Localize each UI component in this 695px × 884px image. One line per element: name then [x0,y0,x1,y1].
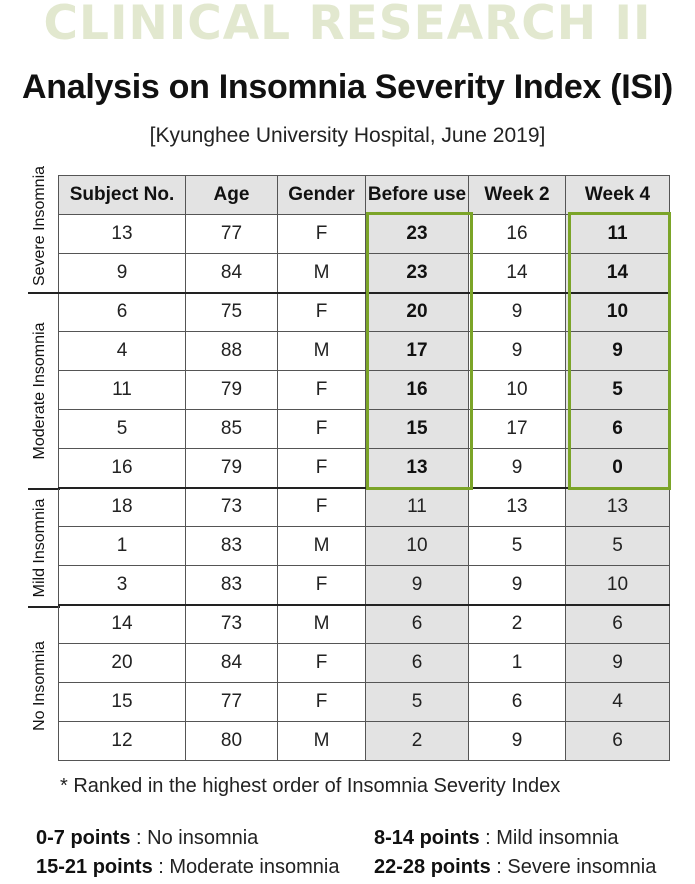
cell-gender: F [278,566,366,605]
cell-gender: M [278,254,366,293]
page-subtitle: [Kyunghee University Hospital, June 2019] [149,124,546,147]
cell-age: 73 [186,488,278,527]
cell-subject-no: 1 [59,527,186,566]
banner-heading: CLINICAL RESEARCH II [43,0,652,51]
cell-age: 77 [186,683,278,722]
cell-age: 80 [186,722,278,761]
group-divider [28,488,60,490]
cell-age: 88 [186,332,278,371]
cell-subject-no: 12 [59,722,186,761]
cell-age: 73 [186,605,278,644]
header-subject-no: Subject No. [59,176,186,215]
header-gender: Gender [278,176,366,215]
cell-gender: M [278,605,366,644]
legend-range: 15-21 points [36,856,153,878]
cell-week-2: 9 [469,566,566,605]
cell-week-2: 13 [469,488,566,527]
cell-gender: F [278,410,366,449]
table-row [59,293,670,332]
table-row [59,332,670,371]
cell-subject-no: 4 [59,332,186,371]
cell-gender: F [278,371,366,410]
cell-before-use: 13 [366,449,469,488]
cell-week-4: 10 [566,566,670,605]
cell-week-2: 2 [469,605,566,644]
legend-range: 22-28 points [374,856,491,878]
cell-gender: F [278,215,366,254]
category-moderate [20,294,60,488]
cell-week-4: 14 [566,254,670,293]
cell-age: 84 [186,644,278,683]
cell-subject-no: 6 [59,293,186,332]
legend-item-mild [374,827,619,850]
cell-gender: M [278,722,366,761]
cell-age: 79 [186,371,278,410]
legend-range: 0-7 points [36,827,131,849]
cell-subject-no: 18 [59,488,186,527]
legend-desc: No insomnia [147,827,259,849]
legend-sep: : [479,827,497,849]
cell-before-use: 23 [366,254,469,293]
cell-week-2: 9 [469,293,566,332]
cell-before-use: 20 [366,293,469,332]
legend-desc: Severe insomnia [507,856,657,878]
cell-subject-no: 15 [59,683,186,722]
cell-before-use: 10 [366,527,469,566]
cell-week-2: 5 [469,527,566,566]
cell-gender: M [278,527,366,566]
cell-age: 77 [186,215,278,254]
table-row [59,644,670,683]
legend-sep: : [490,856,508,878]
header-age: Age [186,176,278,215]
cell-week-4: 9 [566,332,670,371]
cell-before-use: 9 [366,566,469,605]
cell-gender: M [278,332,366,371]
cell-age: 83 [186,527,278,566]
cell-age: 85 [186,410,278,449]
legend-sep: : [130,827,148,849]
cell-subject-no: 20 [59,644,186,683]
cell-age: 83 [186,566,278,605]
cell-week-2: 9 [469,332,566,371]
legend-sep: : [152,856,170,878]
cell-age: 79 [186,449,278,488]
group-divider [28,606,60,608]
cell-gender: F [278,644,366,683]
cell-week-4: 11 [566,215,670,254]
table-row [59,527,670,566]
cell-week-4: 6 [566,722,670,761]
cell-before-use: 6 [366,605,469,644]
table-row [59,371,670,410]
cell-gender: F [278,449,366,488]
header-week-2: Week 2 [469,176,566,215]
legend-item-no [36,827,258,850]
cell-gender: F [278,683,366,722]
category-label: Severe Insomnia [31,165,48,287]
cell-week-2: 17 [469,410,566,449]
category-mild [20,490,60,606]
category-none [20,608,60,764]
table-row [59,722,670,761]
group-divider [28,292,60,294]
cell-subject-no: 13 [59,215,186,254]
cell-week-2: 10 [469,371,566,410]
cell-before-use: 6 [366,644,469,683]
cell-subject-no: 14 [59,605,186,644]
cell-week-4: 5 [566,371,670,410]
table-row [59,215,670,254]
legend-desc: Moderate insomnia [169,856,340,878]
cell-week-2: 9 [469,449,566,488]
cell-before-use: 17 [366,332,469,371]
cell-age: 84 [186,254,278,293]
category-label: Moderate Insomnia [31,322,48,460]
cell-subject-no: 5 [59,410,186,449]
cell-week-2: 14 [469,254,566,293]
ranking-note: * Ranked in the highest order of Insomnia Severity Index [60,775,561,797]
category-severe [20,160,60,292]
cell-subject-no: 9 [59,254,186,293]
legend-range: 8-14 points [374,827,480,849]
cell-week-2: 6 [469,683,566,722]
cell-week-2: 1 [469,644,566,683]
table-row [59,566,670,605]
table-body [59,215,670,761]
legend-item-moderate [36,856,339,879]
table-row [59,605,670,644]
cell-gender: F [278,488,366,527]
cell-subject-no: 3 [59,566,186,605]
cell-week-4: 5 [566,527,670,566]
cell-week-4: 13 [566,488,670,527]
cell-age: 75 [186,293,278,332]
cell-before-use: 23 [366,215,469,254]
header-before-use: Before use [366,176,469,215]
cell-before-use: 15 [366,410,469,449]
page-title: Analysis on Insomnia Severity Index (ISI) [22,68,673,106]
cell-week-4: 6 [566,410,670,449]
cell-week-4: 4 [566,683,670,722]
cell-before-use: 5 [366,683,469,722]
table-row [59,410,670,449]
cell-week-4: 0 [566,449,670,488]
table-row [59,449,670,488]
category-label: No Insomnia [31,641,48,731]
header-week-4: Week 4 [566,176,670,215]
cell-before-use: 2 [366,722,469,761]
cell-week-2: 16 [469,215,566,254]
cell-before-use: 11 [366,488,469,527]
cell-before-use: 16 [366,371,469,410]
table-row [59,488,670,527]
category-label: Mild Insomnia [31,498,48,598]
legend-desc: Mild insomnia [496,827,619,849]
cell-subject-no: 11 [59,371,186,410]
table-row [59,254,670,293]
table-header-row [59,176,670,215]
cell-gender: F [278,293,366,332]
cell-week-4: 9 [566,644,670,683]
legend-item-severe [374,856,656,879]
table-row [59,683,670,722]
cell-week-2: 9 [469,722,566,761]
isi-table [58,175,670,761]
cell-week-4: 6 [566,605,670,644]
cell-week-4: 10 [566,293,670,332]
cell-subject-no: 16 [59,449,186,488]
